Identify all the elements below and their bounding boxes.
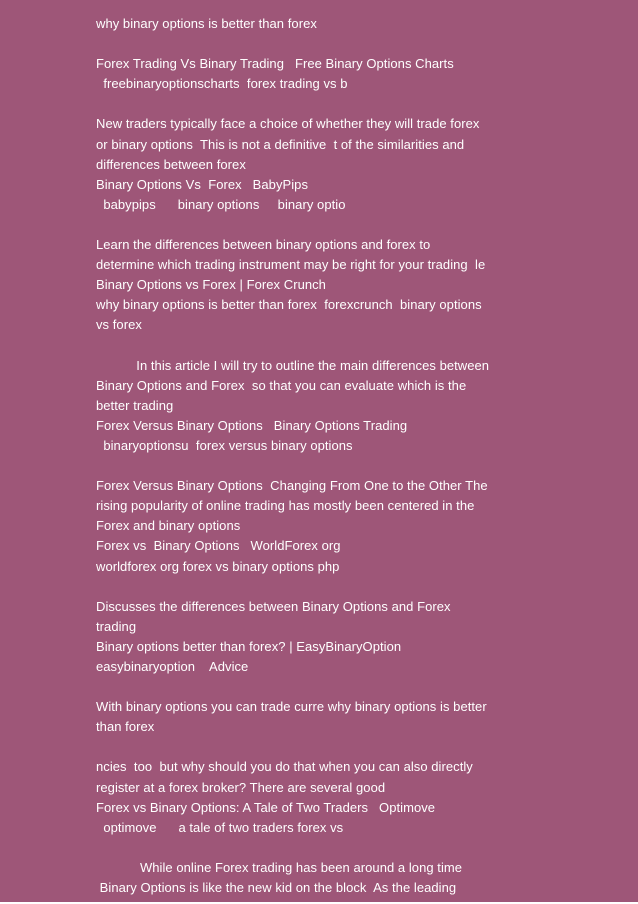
text-line: register at a forex broker? There are several good — [96, 779, 386, 795]
text-line: than forex — [96, 719, 155, 735]
text-line: worldforex org forex vs binary options php — [96, 558, 340, 574]
text-line: binaryoptionsu forex versus binary options — [96, 437, 353, 453]
text-line: trading — [96, 618, 137, 634]
text-line: Forex Versus Binary Options Binary Options Trading — [96, 417, 408, 433]
text-line: Learn the differences between binary options and forex to — [96, 237, 431, 253]
text-line: With binary options you can trade curre why binary options is better — [96, 699, 487, 715]
blank-line — [96, 838, 546, 858]
blank-line — [96, 456, 546, 476]
text-line: vs forex — [96, 317, 142, 333]
blank-line — [96, 94, 546, 114]
text-line: babypips binary options binary optio — [96, 196, 346, 212]
text-line: Forex Versus Binary Options Changing From One to the Other The — [96, 478, 488, 494]
text-line: ncies too but why should you do that when you can also directly — [96, 759, 473, 775]
text-line: rising popularity of online trading has mostly been centered in the — [96, 498, 475, 514]
blank-line — [96, 577, 546, 597]
text-line: Discusses the differences between Binary Options and Forex — [96, 598, 451, 614]
text-line: optimove a tale of two traders forex vs — [96, 819, 344, 835]
text-line: why binary options is better than forex — [96, 16, 317, 31]
text-line: differences between forex — [96, 156, 246, 172]
text-line: Forex vs Binary Options: A Tale of Two Traders Optimove — [96, 799, 436, 815]
text-line: Binary Options vs Forex | Forex Crunch — [96, 277, 326, 293]
document-body — [96, 14, 546, 898]
text-line: Forex vs Binary Options WorldForex org — [96, 538, 341, 554]
text-line: better trading — [96, 397, 174, 413]
blank-line — [96, 336, 546, 356]
text-line: or binary options This is not a definitive t of the similarities and — [96, 136, 465, 152]
blank-line — [96, 215, 546, 235]
text-line: Binary options better than forex? | EasyBinaryOption — [96, 638, 402, 654]
text-line: In this article I will try to outline the main differences between — [96, 357, 490, 373]
text-line: Forex and binary options — [96, 518, 241, 534]
text-line: Forex Trading Vs Binary Trading Free Binary Options Charts — [96, 56, 454, 72]
blank-line — [96, 677, 546, 697]
text-line: Binary Options Vs Forex BabyPips — [96, 176, 309, 192]
text-line: Binary Options and Forex so that you can evaluate which is the — [96, 377, 467, 393]
text-line: determine which trading instrument may be right for your trading le — [96, 257, 486, 273]
text-line: why binary options is better than forex forexcrunch binary options — [96, 297, 482, 313]
text-line: easybinaryoption Advice — [96, 659, 249, 674]
text-line: Binary Options is like the new kid on the block As the leading — [96, 880, 457, 896]
text-line: freebinaryoptionscharts forex trading vs b — [96, 76, 348, 92]
text-line: New traders typically face a choice of whether they will trade forex — [96, 116, 480, 132]
blank-line — [96, 737, 546, 757]
blank-line — [96, 34, 546, 54]
text-line: While online Forex trading has been around a long time — [96, 859, 463, 875]
